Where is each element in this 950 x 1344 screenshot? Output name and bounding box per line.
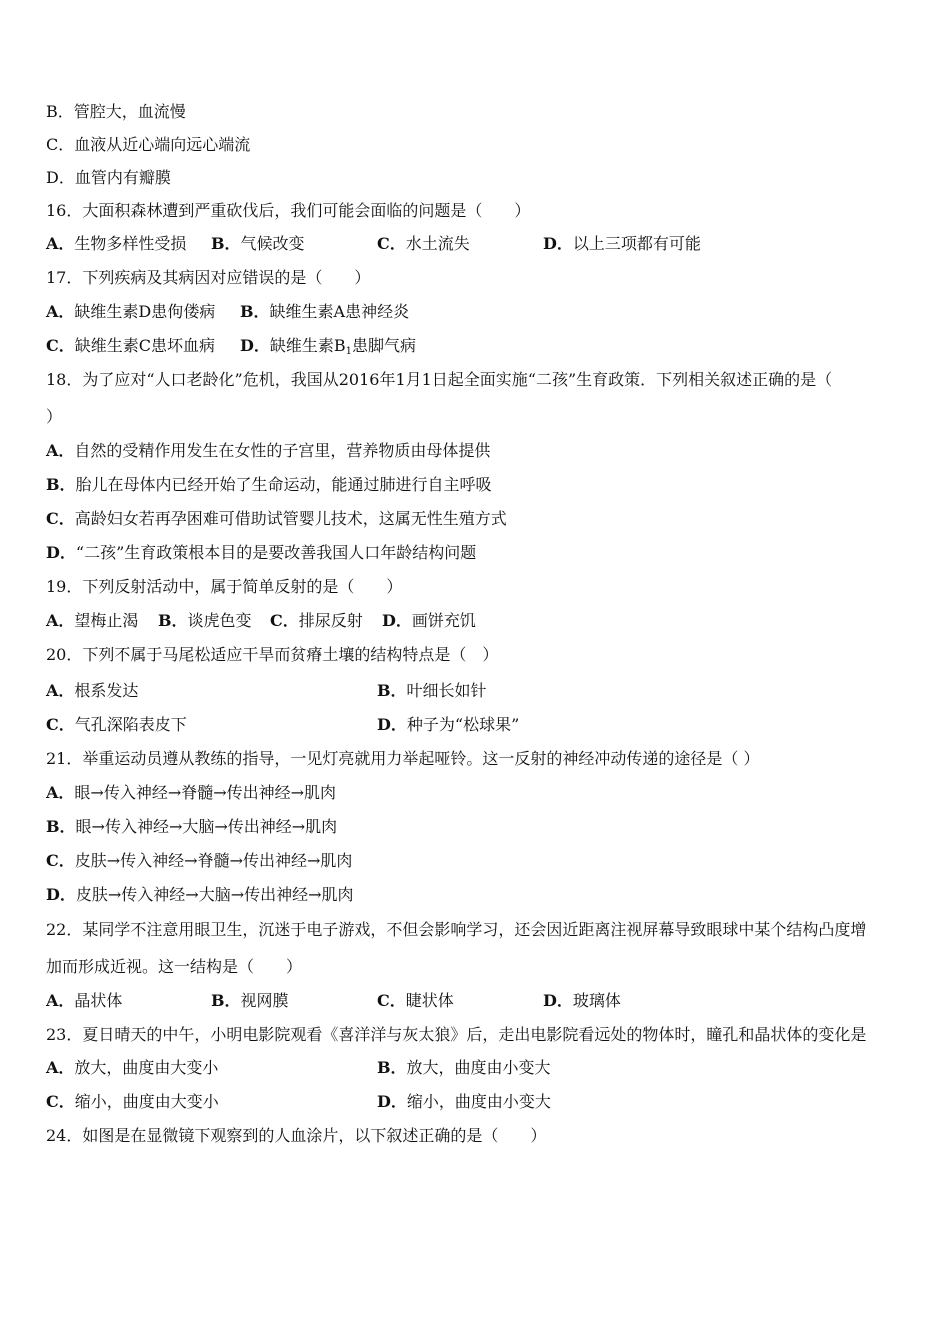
q23-option-c: C．缩小，曲度由大变小 — [46, 1092, 219, 1111]
q23-option-d: D．缩小，曲度由小变大 — [377, 1092, 551, 1111]
q21-stem: 21．举重运动员遵从教练的指导，一见灯亮就用力举起哑铃。这一反射的神经冲动传递的途径是（ ） — [46, 749, 760, 768]
q18-option-a: A．自然的受精作用发生在女性的子宫里，营养物质由母体提供 — [46, 441, 491, 460]
q20-option-c: C．气孔深陷表皮下 — [46, 715, 187, 734]
q21-option-b: B．眼→传入神经→大脑→传出神经→肌肉 — [46, 817, 338, 836]
q17-option-c: C．缺维生素C患坏血病 — [46, 336, 215, 355]
q17-option-d: D．缺维生素$B_1$患脚气病 — [240, 336, 417, 357]
q16-option-c: C．水土流失 — [377, 234, 470, 253]
q17-option-b: B．缺维生素A患神经炎 — [240, 302, 410, 321]
q23-option-a: A．放大，曲度由大变小 — [46, 1058, 219, 1077]
q18-option-d: D．“二孩”生育政策根本目的是要改善我国人口年龄结构问题 — [46, 543, 477, 562]
q22-stem-line2: 加而形成近视。这一结构是（ ） — [46, 957, 303, 976]
q22-stem-line1: 22．某同学不注意用眼卫生，沉迷于电子游戏，不但会影响学习，还会因近距离注视屏幕导致眼球中某个结构凸度增 — [46, 920, 867, 939]
q20-option-d: D．种子为“松球果” — [377, 715, 520, 734]
q18-stem-line1: 18．为了应对“人口老龄化”危机，我国从2016年1月1日起全面实施“二孩”生育政策．下列相关叙述正确的是（ — [46, 370, 833, 389]
q23-stem: 23．夏日晴天的中午，小明电影院观看《喜洋洋与灰太狼》后，走出电影院看远处的物体时，瞳孔和晶状体的变化是 — [46, 1025, 867, 1044]
q20-option-b: B．叶细长如针 — [377, 681, 487, 700]
q19-stem: 19．下列反射活动中，属于简单反射的是（ ） — [46, 577, 403, 596]
q16-option-b: B．气候改变 — [211, 234, 305, 253]
q19-option-d: D．画饼充饥 — [382, 611, 476, 630]
q18-option-b: B．胎儿在母体内已经开始了生命运动，能通过肺进行自主呼吸 — [46, 475, 492, 494]
q22-option-b: B．视网膜 — [211, 991, 289, 1010]
q19-option-c: C．排尿反射 — [270, 611, 363, 630]
q16-option-d: D．以上三项都有可能 — [543, 234, 701, 253]
q24-stem: 24．如图是在显微镜下观察到的人血涂片，以下叙述正确的是（ ） — [46, 1126, 547, 1145]
q21-option-a: A．眼→传入神经→脊髓→传出神经→肌肉 — [46, 783, 337, 802]
q15-option-d: D．血管内有瓣膜 — [46, 168, 171, 187]
q15-option-c: C．血液从近心端向远心端流 — [46, 135, 251, 154]
q16-stem: 16．大面积森林遭到严重砍伐后，我们可能会面临的问题是（ ） — [46, 201, 531, 220]
q18-stem-line2: ） — [46, 407, 63, 426]
q20-stem: 20．下列不属于马尾松适应干旱而贫瘠土壤的结构特点是（ ） — [46, 645, 499, 664]
q19-option-b: B．谈虎色变 — [158, 611, 252, 630]
q22-option-a: A．晶状体 — [46, 991, 123, 1010]
q22-option-d: D．玻璃体 — [543, 991, 621, 1010]
q16-option-a: A．生物多样性受损 — [46, 234, 187, 253]
q15-option-b: B．管腔大，血流慢 — [46, 102, 186, 121]
q20-option-a: A．根系发达 — [46, 681, 139, 700]
q17-option-a: A．缺维生素D患佝偻病 — [46, 302, 216, 321]
q22-option-c: C．睫状体 — [377, 991, 454, 1010]
q17-stem: 17．下列疾病及其病因对应错误的是（ ） — [46, 268, 371, 287]
q23-option-b: B．放大，曲度由小变大 — [377, 1058, 551, 1077]
q21-option-d: D．皮肤→传入神经→大脑→传出神经→肌肉 — [46, 885, 354, 904]
q21-option-c: C．皮肤→传入神经→脊髓→传出神经→肌肉 — [46, 851, 353, 870]
q19-option-a: A．望梅止渴 — [46, 611, 139, 630]
q18-option-c: C．高龄妇女若再孕困难可借助试管婴儿技术，这属无性生殖方式 — [46, 509, 507, 528]
